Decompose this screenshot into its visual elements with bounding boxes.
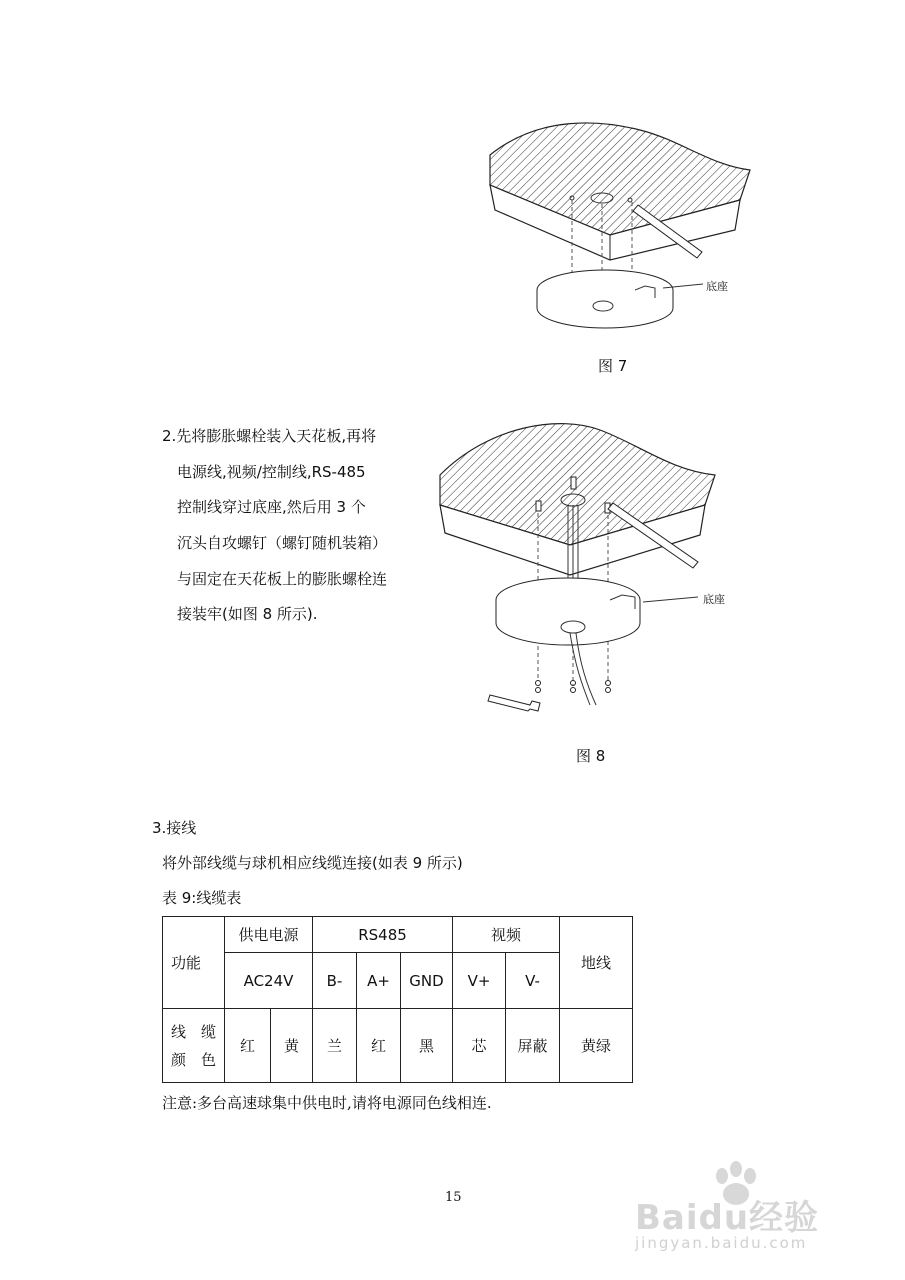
- color-power-2: 黄: [271, 1009, 313, 1083]
- table-caption: 表 9:线缆表: [162, 889, 242, 907]
- color-rs485-a: 红: [357, 1009, 401, 1083]
- step2-line-3: 控制线穿过底座,然后用 3 个: [177, 498, 366, 516]
- figure-7-drawing: [480, 110, 780, 340]
- note: 注意:多台高速球集中供电时,请将电源同色线相连.: [162, 1094, 492, 1112]
- color-rs485-b: 兰: [313, 1009, 357, 1083]
- color-rs485-gnd: 黑: [401, 1009, 453, 1083]
- figure-8-caption: 图 8: [576, 747, 606, 765]
- color-ground: 黄绿: [560, 1009, 633, 1083]
- row-header-cable-color-line-1: 线 缆: [170, 1022, 216, 1041]
- power-ac24v: AC24V: [225, 953, 313, 1009]
- color-power-1: 红: [225, 1009, 271, 1083]
- watermark-url: jingyan.baidu.com: [635, 1234, 808, 1252]
- step2-line-2: 电源线,视频/控制线,RS-485: [177, 463, 366, 481]
- figure-7: [480, 110, 780, 340]
- step3-heading: 3.接线: [152, 819, 197, 837]
- figure-8: [430, 405, 730, 725]
- group-power: 供电电源: [225, 917, 313, 953]
- ground: 地线: [560, 917, 633, 1009]
- step2-line-5: 与固定在天花板上的膨胀螺栓连: [177, 570, 388, 588]
- page-number: 15: [445, 1190, 462, 1205]
- step3-intro: 将外部线缆与球机相应线缆连接(如表 9 所示): [162, 854, 463, 872]
- group-video: 视频: [453, 917, 560, 953]
- figure-8-drawing: [430, 405, 730, 725]
- rs485-b-minus: B-: [313, 953, 357, 1009]
- rs485-gnd: GND: [401, 953, 453, 1009]
- watermark-brand: Baidu经验: [635, 1198, 820, 1238]
- group-rs485: RS485: [313, 917, 453, 953]
- video-v-minus: V-: [506, 953, 560, 1009]
- step2-line-4: 沉头自攻螺钉（螺钉随机装箱）: [177, 534, 388, 552]
- figure-8-part-label: 底座: [703, 593, 725, 606]
- figure-7-part-label: 底座: [706, 280, 728, 293]
- row-header-cable-color: [163, 1009, 225, 1083]
- row-header-cable-color-line-2: 颜 色: [170, 1050, 216, 1069]
- cable-table: [162, 916, 633, 1083]
- step2-line-1: 2.先将膨胀螺栓装入天花板,再将: [162, 427, 377, 445]
- baidu-watermark: [635, 1160, 865, 1260]
- rs485-a-plus: A+: [357, 953, 401, 1009]
- video-v-plus: V+: [453, 953, 506, 1009]
- row-header-function: 功能: [163, 917, 225, 1009]
- step2-line-6: 接装牢(如图 8 所示).: [177, 605, 318, 623]
- color-video-plus: 芯: [453, 1009, 506, 1083]
- color-video-minus: 屏蔽: [506, 1009, 560, 1083]
- figure-7-caption: 图 7: [598, 357, 628, 375]
